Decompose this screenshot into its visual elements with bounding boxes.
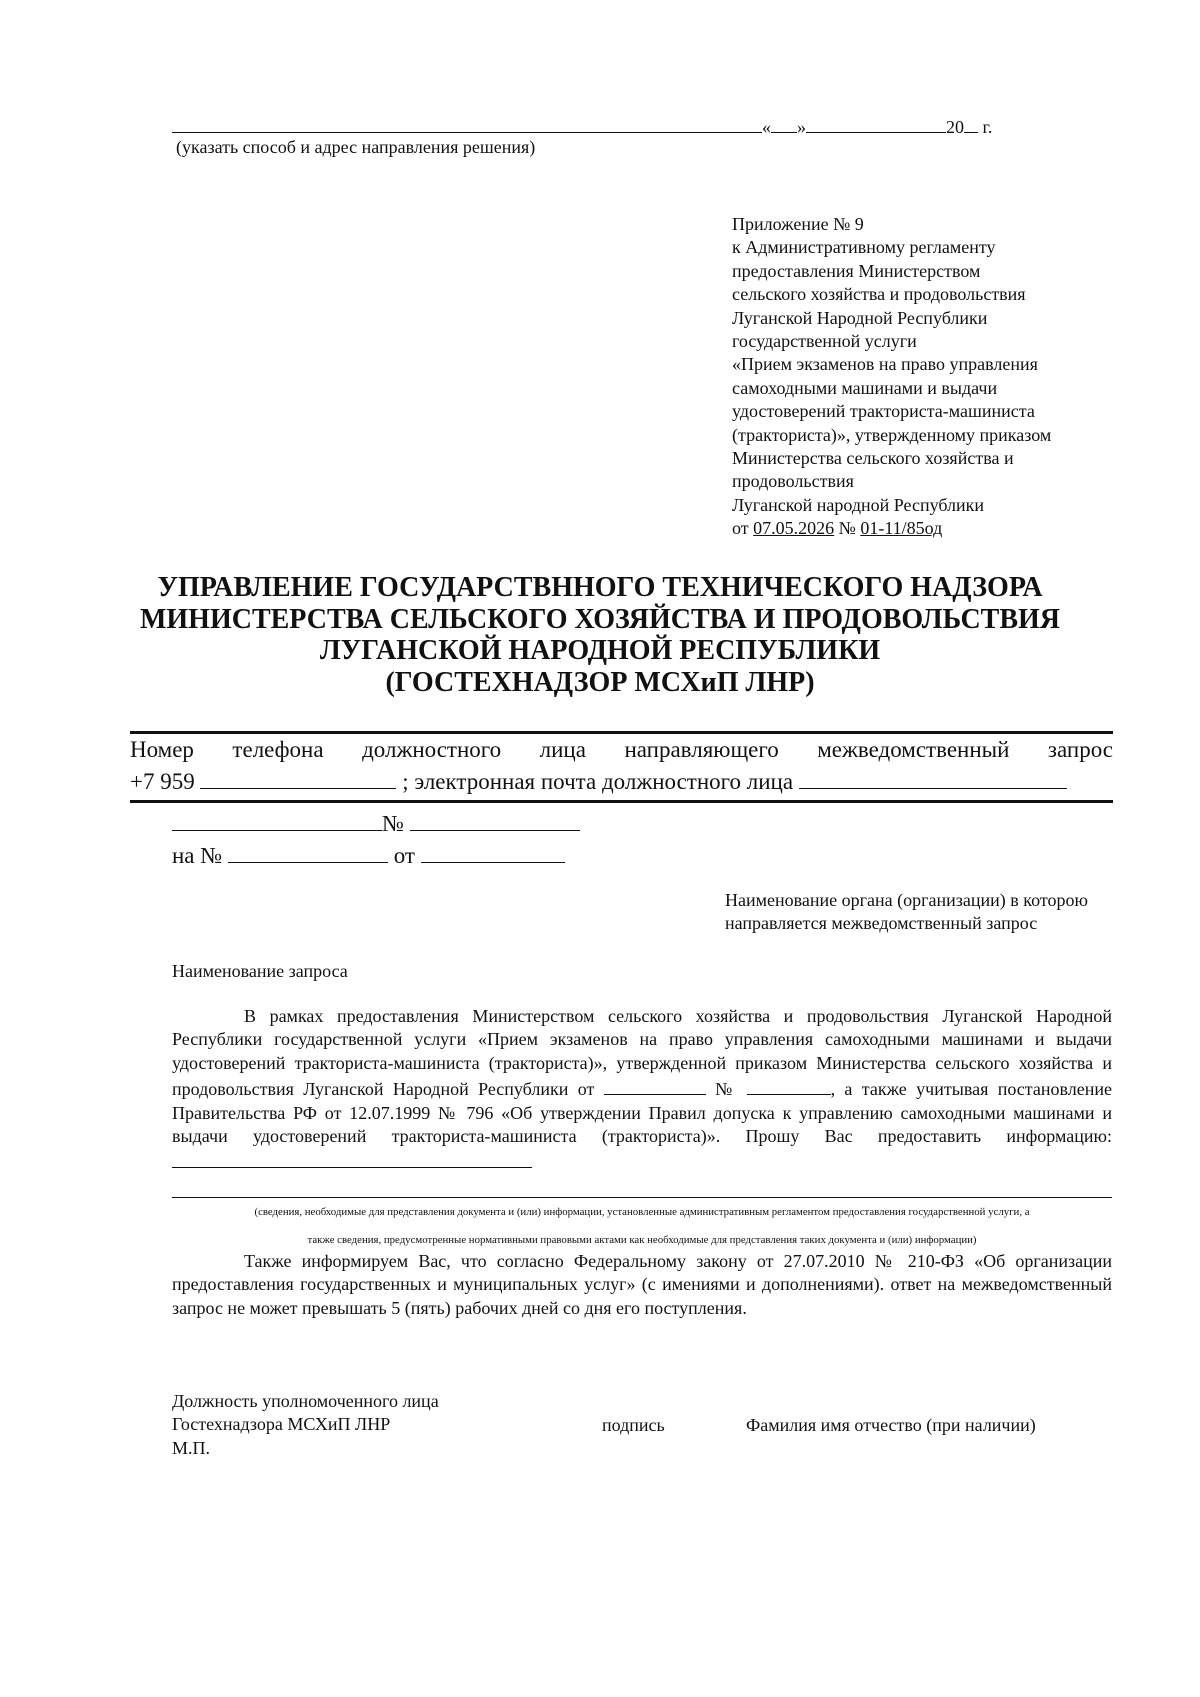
email-blank[interactable] — [799, 764, 1067, 789]
request-paragraph — [172, 1005, 1112, 1175]
document-title — [100, 572, 1100, 698]
annex-order-number: 01-11/85од — [860, 518, 943, 539]
annex-block — [732, 213, 1102, 541]
request-name-label: Наименование запроса — [172, 961, 348, 981]
deadline-text: Также информируем Вас, что согласно Федеральному закону от 27.07.2010 № 210-ФЗ «Об организации предоставления государственных и муниципальных услуг» (с имениями и дополнениями). ответ на межведомственный запрос не может превышать 5 (пять) рабочих дней со дня его поступления. — [172, 1251, 1112, 1318]
phone-prefix: +7 959 — [130, 769, 195, 795]
annex-line: государственной услуги — [732, 331, 917, 352]
reply-prefix: на № — [172, 843, 223, 869]
title-line: УПРАВЛЕНИЕ ГОСУДАРСТВННОГО ТЕХНИЧЕСКОГО НАДЗОРА — [157, 572, 1043, 603]
reply-from-label: от — [393, 843, 415, 869]
year-suffix: г. — [982, 116, 993, 137]
order-date-blank[interactable] — [604, 1075, 706, 1095]
annex-line: «Прием экзаменов на право управления — [732, 354, 1038, 375]
stamp-label: М.П. — [172, 1437, 211, 1458]
recipient-organization: Наименование органа (организации) в которою направляется межведомственный запрос — [725, 890, 1088, 934]
annex-date-prefix: от — [732, 518, 749, 539]
note-line: (сведения, необходимые для представления документа и (или) информации, установленные административным регламентом предоставления государственной услуги, а — [254, 1206, 1030, 1218]
position-line: Должность уполномоченного лица — [172, 1391, 439, 1411]
position-line: Гостехнадзора МСХиП ЛНР — [172, 1414, 391, 1435]
title-line: ЛУГАНСКОЙ НАРОДНОЙ РЕСПУБЛИКИ — [319, 635, 881, 666]
p1-num-sign: № — [715, 1079, 738, 1100]
annex-line: удостоверений тракториста-машиниста — [732, 401, 1035, 422]
order-number-blank[interactable] — [747, 1075, 831, 1095]
p1-end: , а также учитывая постановление Правительства РФ от 12.07.1999 № 796 «Об утверждении Правил допуска к управлению самоходными машинами и выдачи удостоверений тракториста-машиниста (тракториста)». Прошу Вас предоставить информацию: — [172, 1079, 1112, 1146]
reply-date-blank[interactable] — [421, 838, 565, 863]
annex-line: сельского хозяйства и продовольствия — [732, 284, 1026, 305]
annex-order-line — [732, 517, 1102, 540]
year-blank[interactable] — [964, 113, 978, 133]
outgoing-number-line — [172, 806, 580, 838]
annex-line: (тракториста)», утвержденному приказом — [732, 424, 1052, 445]
delivery-method-blank[interactable] — [172, 113, 762, 133]
information-note — [172, 1198, 1112, 1254]
outgoing-num-sign: № — [382, 811, 404, 837]
fio-label: Фамилия имя отчество (при наличии) — [746, 1415, 1036, 1435]
contact-fields — [130, 764, 1113, 795]
annex-line: Министерства сельского хозяйства и — [732, 448, 1014, 469]
reply-number-blank[interactable] — [228, 838, 388, 863]
contact-label: Номер телефона должностного лица направляющего межведомственный запрос — [130, 737, 1113, 762]
annex-line: к Административному регламенту — [732, 237, 996, 258]
signature-label: подпись — [602, 1415, 665, 1435]
email-label: ; электронная почта должностного лица — [402, 769, 794, 795]
outgoing-number-blank[interactable] — [410, 806, 580, 831]
delivery-date-line — [172, 113, 1028, 138]
deadline-paragraph — [172, 1250, 1112, 1320]
annex-line: Луганской Народной Республики — [732, 307, 988, 328]
phone-blank[interactable] — [200, 764, 396, 789]
delivery-hint: (указать способ и адрес направления решения) — [176, 137, 536, 157]
day-blank[interactable] — [771, 113, 797, 133]
top-divider — [130, 731, 1113, 734]
annex-line: Луганской народной Республики — [732, 494, 985, 515]
year-prefix: 20 — [946, 116, 964, 137]
reply-number-line — [172, 838, 565, 870]
signature-position — [172, 1390, 439, 1460]
annex-line: самоходными машинами и выдачи — [732, 377, 998, 398]
note-line: также сведения, предусмотренные нормативными правовыми актами как необходимые для представления таких документа и (или) информации) — [307, 1234, 977, 1246]
title-line: (ГОСТЕХНАДЗОР МСХиП ЛНР) — [385, 666, 815, 698]
annex-order-date: 07.05.2026 — [753, 518, 835, 539]
month-blank[interactable] — [806, 113, 946, 133]
annex-line: Приложение № 9 — [732, 214, 864, 234]
quote-open: « — [762, 116, 771, 137]
annex-line: предоставления Министерством — [732, 260, 981, 281]
title-line: МИНИСТЕРСТВА СЕЛЬСКОГО ХОЗЯЙСТВА И ПРОДОВОЛЬСТВИЯ — [139, 603, 1061, 635]
annex-line: продовольствия — [732, 471, 854, 492]
information-blank[interactable] — [172, 1148, 532, 1168]
outgoing-date-blank[interactable] — [172, 806, 382, 831]
annex-num-sign: № — [838, 518, 856, 539]
request-body — [172, 1005, 1112, 1175]
contact-divider — [130, 800, 1113, 803]
quote-close: » — [797, 116, 806, 137]
p1-start: В рамках предоставления Министерством сельского хозяйства и продовольствия Луганской Народной Республики государственной услуги «Прием экзаменов на право управления самоходными машинами и выдачи удостоверений тракториста-машиниста (тракториста)», утвержденной приказом Министерства сельского хозяйства и продовольствия Луганской Народной Республики от — [172, 1006, 1112, 1100]
